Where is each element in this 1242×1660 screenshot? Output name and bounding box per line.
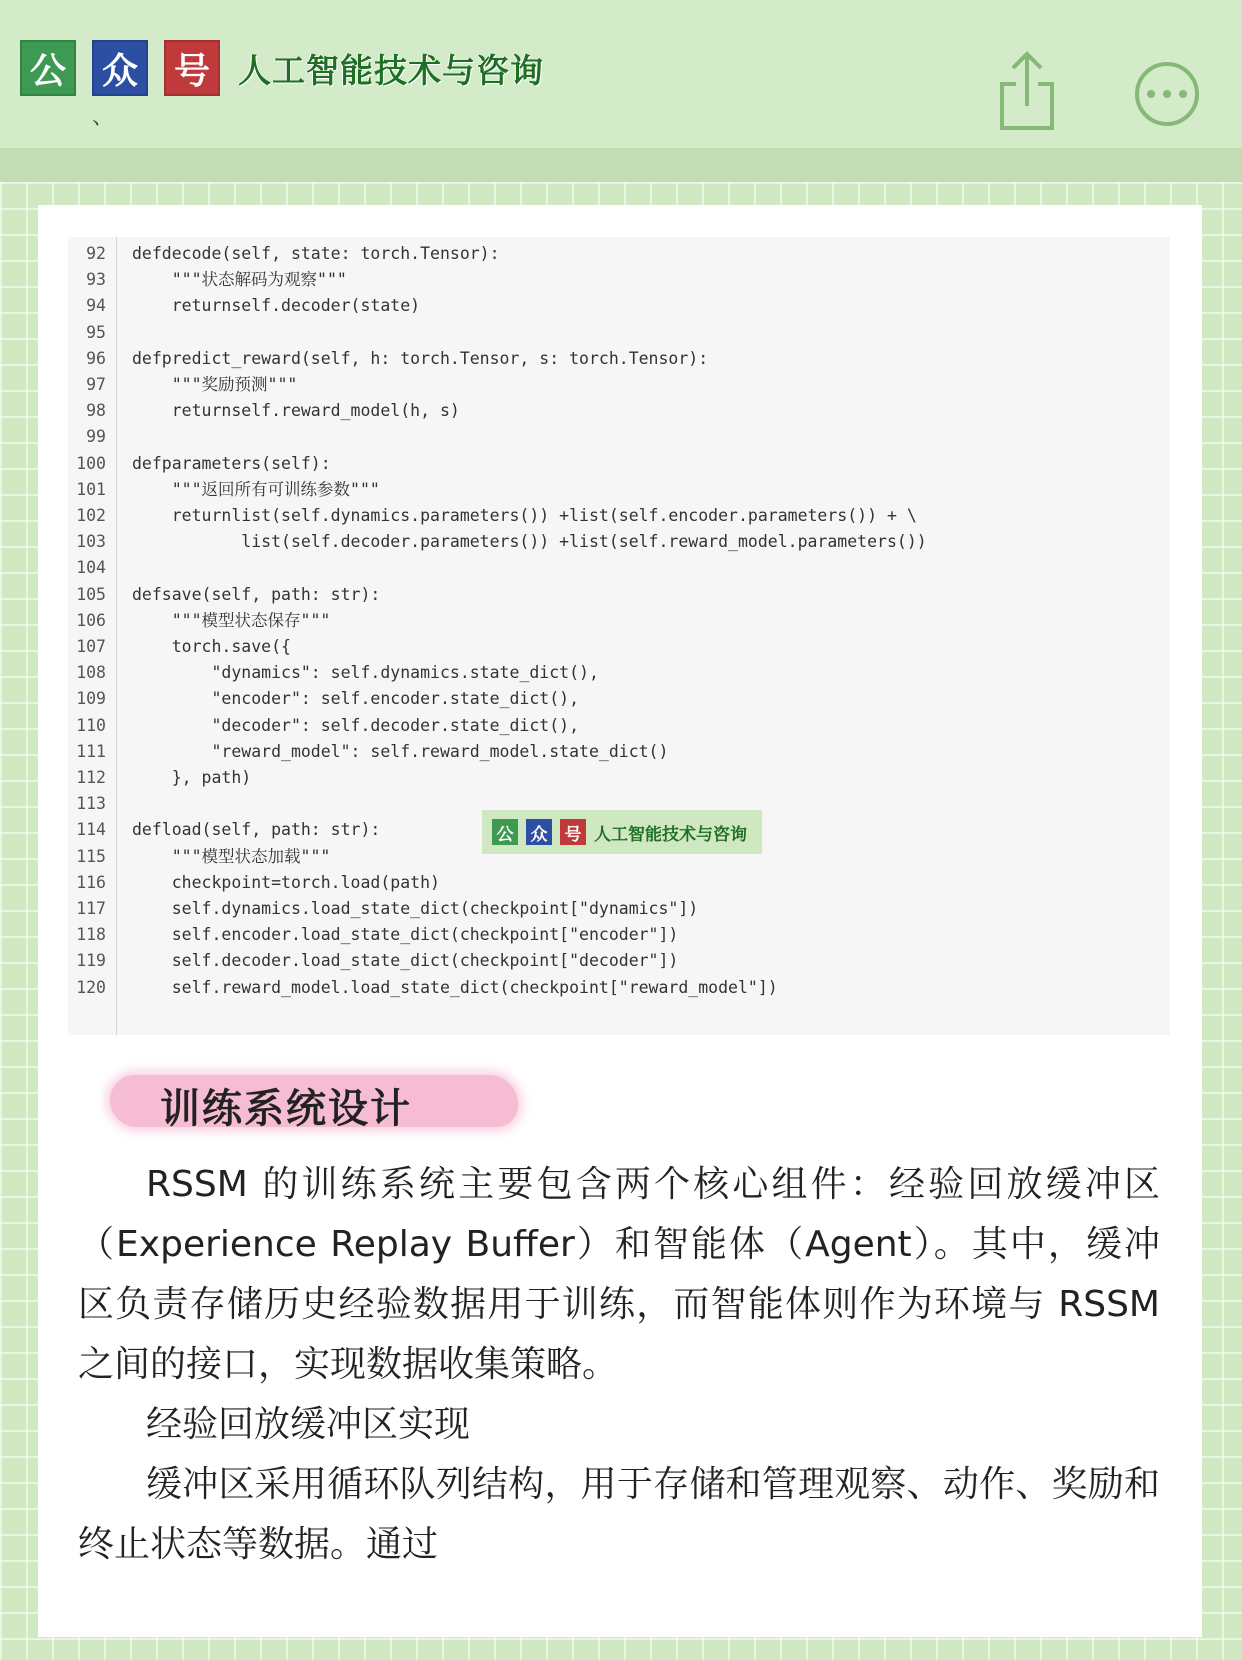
code-text: defpredict_reward(self, h: torch.Tensor, s: torch.Tensor): xyxy=(132,348,709,368)
paragraph-subheading: 经验回放缓冲区实现 xyxy=(146,1404,471,1445)
top-bar-shadow xyxy=(0,148,1242,182)
code-line xyxy=(68,502,1170,530)
line-number: 117 xyxy=(76,899,106,918)
line-number: 113 xyxy=(76,794,106,814)
line-number: 111 xyxy=(76,741,106,761)
code-line xyxy=(68,345,1170,373)
code-text: checkpoint=torch.load(path) xyxy=(132,872,440,892)
code-line xyxy=(68,974,1170,1002)
content-card xyxy=(38,205,1202,1637)
line-number: 98 xyxy=(86,401,106,421)
line-number: 114 xyxy=(76,820,106,840)
code-line xyxy=(68,764,1170,792)
line-number: 109 xyxy=(76,689,106,709)
code-line xyxy=(68,581,1170,609)
code-line xyxy=(68,528,1170,556)
code-text: returnself.decoder(state) xyxy=(132,296,421,316)
line-number: 93 xyxy=(86,270,106,290)
line-number: 92 xyxy=(86,244,106,263)
code-line xyxy=(68,685,1170,713)
line-number: 94 xyxy=(86,296,106,316)
line-number: 105 xyxy=(76,584,106,604)
code-text: defdecode(self, state: torch.Tensor): xyxy=(132,244,500,263)
line-number: 101 xyxy=(76,479,106,499)
code-text: """模型状态保存""" xyxy=(132,610,331,630)
code-text: returnlist(self.dynamics.parameters()) +list(self.encoder.parameters()) + \ xyxy=(132,506,917,525)
share-icon xyxy=(998,48,1058,132)
stray-mark: 、 xyxy=(92,105,115,130)
code-text: """奖励预测""" xyxy=(132,375,298,394)
code-text: self.dynamics.load_state_dict(checkpoint["dynamics"]) xyxy=(132,899,699,918)
article-body xyxy=(78,1155,1160,1575)
line-number: 102 xyxy=(76,506,106,525)
section-heading xyxy=(110,1067,520,1133)
code-line xyxy=(68,371,1170,399)
code-line xyxy=(68,554,1170,582)
badge-hao: 号 xyxy=(164,40,220,96)
line-number: 100 xyxy=(76,453,106,473)
account-brand[interactable] xyxy=(20,40,544,96)
line-number: 110 xyxy=(76,715,106,735)
heading-text: 训练系统设计 xyxy=(160,1086,412,1132)
share-button[interactable] xyxy=(998,48,1058,132)
line-number: 97 xyxy=(86,375,106,394)
line-number: 108 xyxy=(76,663,106,683)
code-text: "decoder": self.decoder.state_dict(), xyxy=(132,715,580,735)
code-line xyxy=(68,921,1170,949)
watermark-badge-gong: 公 xyxy=(492,819,518,845)
code-line xyxy=(68,397,1170,425)
line-number: 118 xyxy=(76,925,106,945)
code-text: "reward_model": self.reward_model.state_dict() xyxy=(132,741,669,761)
line-number: 120 xyxy=(76,977,106,997)
watermark-title: 人工智能技术与咨询 xyxy=(594,824,747,845)
line-number: 115 xyxy=(76,846,106,866)
account-name: 人工智能技术与咨询 xyxy=(238,50,544,90)
more-icon-dot xyxy=(1147,90,1155,98)
code-line xyxy=(68,319,1170,347)
badge-zhong: 众 xyxy=(92,40,148,96)
code-line xyxy=(68,869,1170,897)
code-line xyxy=(68,659,1170,687)
code-line xyxy=(68,240,1170,268)
line-number: 119 xyxy=(76,951,106,971)
line-number: 112 xyxy=(76,768,106,787)
code-line xyxy=(68,738,1170,766)
paragraph-buffer: 缓冲区采用循环队列结构，用于存储和管理观察、动作、奖励和终止状态等数据。通过 xyxy=(78,1464,1160,1565)
code-text: self.reward_model.load_state_dict(checkpoint["reward_model"]) xyxy=(132,977,778,997)
code-text: self.encoder.load_state_dict(checkpoint["encoder"]) xyxy=(132,925,679,945)
more-icon-dot xyxy=(1163,90,1171,98)
code-line xyxy=(68,476,1170,504)
code-line xyxy=(68,607,1170,635)
watermark-badge-hao: 号 xyxy=(560,819,586,845)
line-number: 106 xyxy=(76,610,106,630)
code-text: """状态解码为观察""" xyxy=(132,270,347,290)
watermark xyxy=(482,810,762,854)
paragraph-intro: RSSM 的训练系统主要包含两个核心组件：经验回放缓冲区（Experience Replay Buffer）和智能体（Agent）。其中，缓冲区负责存储历史经验数据用于训练，而智能体则作为环境与 RSSM 之间的接口，实现数据收集策略。 xyxy=(78,1164,1160,1385)
code-text: torch.save({ xyxy=(132,637,291,656)
code-line xyxy=(68,292,1170,320)
line-number: 95 xyxy=(86,322,106,342)
code-text: }, path) xyxy=(132,768,252,787)
line-number: 104 xyxy=(76,558,106,578)
watermark-badge-zhong: 众 xyxy=(526,819,552,845)
code-line xyxy=(68,423,1170,451)
line-number: 99 xyxy=(86,427,106,447)
code-line xyxy=(68,947,1170,975)
more-icon-dot xyxy=(1179,90,1187,98)
line-number: 103 xyxy=(76,532,106,552)
code-text: "dynamics": self.dynamics.state_dict(), xyxy=(132,663,599,683)
code-line xyxy=(68,450,1170,478)
code-text: list(self.decoder.parameters()) +list(self.reward_model.parameters()) xyxy=(132,532,927,552)
code-text: returnself.reward_model(h, s) xyxy=(132,401,460,421)
code-line xyxy=(68,895,1170,923)
line-number: 96 xyxy=(86,348,106,368)
code-text: """模型状态加载""" xyxy=(132,846,331,866)
code-line xyxy=(68,266,1170,294)
code-text: "encoder": self.encoder.state_dict(), xyxy=(132,689,580,709)
code-text: defsave(self, path: str): xyxy=(132,584,381,604)
more-button[interactable] xyxy=(1135,62,1199,126)
code-block xyxy=(68,237,1170,1035)
code-text: """返回所有可训练参数""" xyxy=(132,479,380,499)
line-number: 107 xyxy=(76,637,106,656)
code-line xyxy=(68,633,1170,661)
code-line xyxy=(68,712,1170,740)
code-text: self.decoder.load_state_dict(checkpoint["decoder"]) xyxy=(132,951,679,971)
line-number: 116 xyxy=(76,872,106,892)
badge-gong: 公 xyxy=(20,40,76,96)
code-text: defparameters(self): xyxy=(132,453,331,473)
code-text: defload(self, path: str): xyxy=(132,820,381,840)
